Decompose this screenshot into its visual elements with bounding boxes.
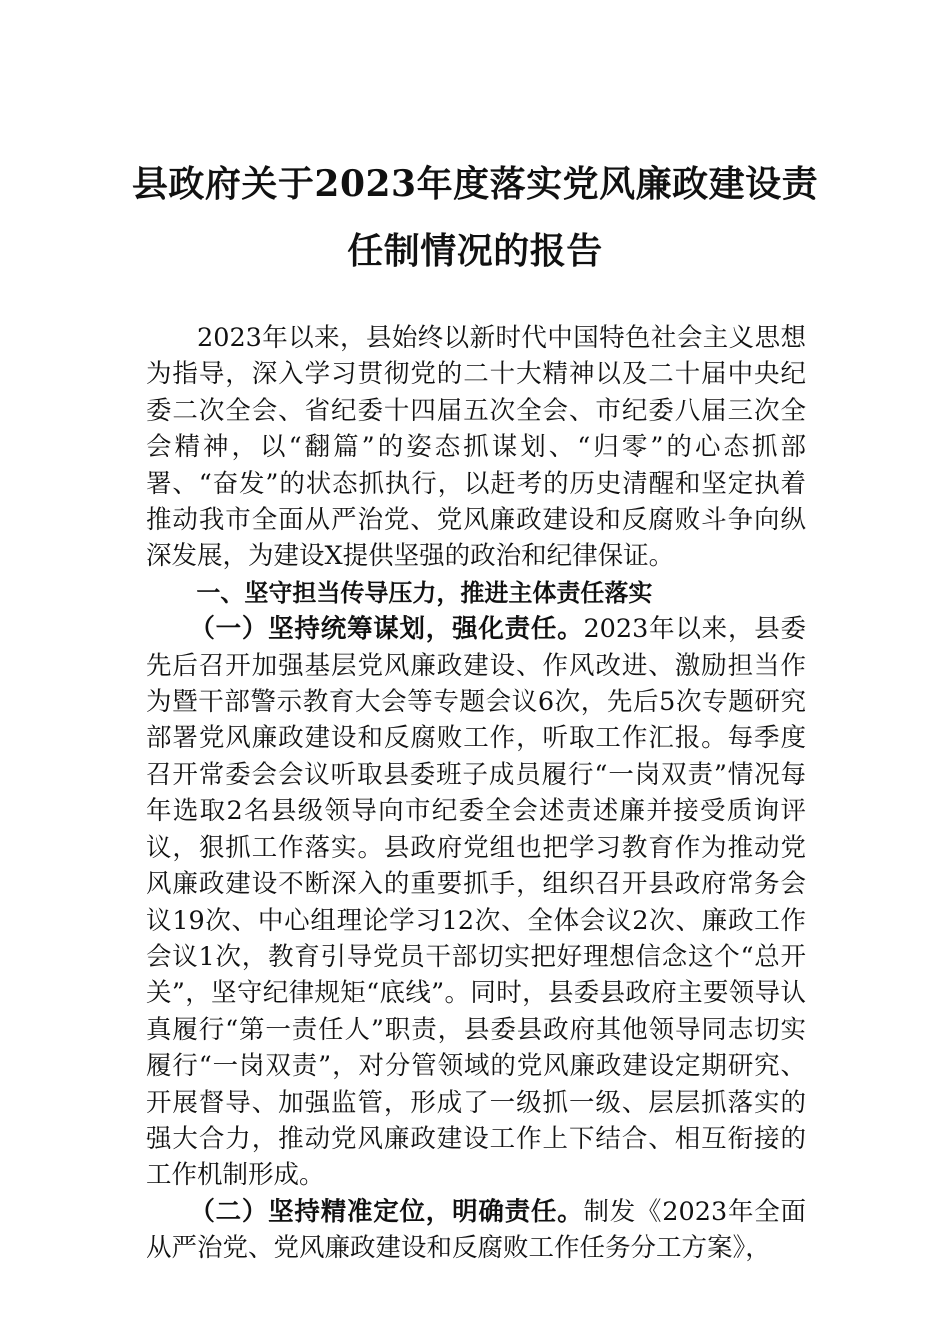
document-body [146, 320, 806, 1267]
section-1-heading: 一、坚守担当传导压力，推进主体责任落实 [196, 578, 653, 607]
document-title-line-1: 县政府关于2023年度落实党风廉政建设责 [131, 163, 819, 205]
subsection-2-text: 制发《2023年全面从严治党、党风廉政建设和反腐败工作任务分工方案》， [146, 1196, 806, 1264]
subsection-2-paragraph [146, 1194, 806, 1267]
subsection-2-lead: （二）坚持精准定位，明确责任。 [189, 1196, 584, 1227]
document-title-line-2: 任制情况的报告 [347, 230, 603, 272]
subsection-1-text: 2023年以来，县委先后召开加强基层党风廉政建设、作风改进、激励担当作为暨干部警示教育大会等专题会议6次，先后5次专题研究部署党风廉政建设和反腐败工作，听取工作汇报。每季度召开常委会会议听取县委班子成员履行“一岗双责”情况每年选取2名县级领导向市纪委全会述责述廉并接受质询评议，狠抓工作落实。县政府党组也把学习教育作为推动党风廉政建设不断深入的重要抓手，组织召开县政府常务会议19次、中心组理论学习12次、全体会议2次、廉政工作会议1次，教育引导党员干部切实把好理想信念这个“总开关”，坚守纪律规矩“底线”。同时，县委县政府主要领导认真履行“第一责任人”职责，县委县政府其他领导同志切实履行“一岗双责”，对分管领域的党风廉政建设定期研究、开展督导、加强监管，形成了一级抓一级、层层抓落实的强大合力，推动党风廉政建设工作上下结合、相互衔接的工作机制形成。 [146, 614, 806, 1191]
subsection-1-lead: （一）坚持统筹谋划，强化责任。 [189, 614, 584, 645]
intro-paragraph: 2023年以来，县始终以新时代中国特色社会主义思想为指导，深入学习贯彻党的二十大精神以及二十届中央纪委二次全会、省纪委十四届五次全会、市纪委八届三次全会精神，以“翻篇”的姿态抓谋划、“归零”的心态抓部署、“奋发”的状态抓执行，以赶考的历史清醒和坚定执着推动我市全面从严治党、党风廉政建设和反腐败斗争向纵深发展，为建设X提供坚强的政治和纪律保证。 [146, 323, 806, 572]
subsection-1-paragraph [146, 611, 806, 1194]
